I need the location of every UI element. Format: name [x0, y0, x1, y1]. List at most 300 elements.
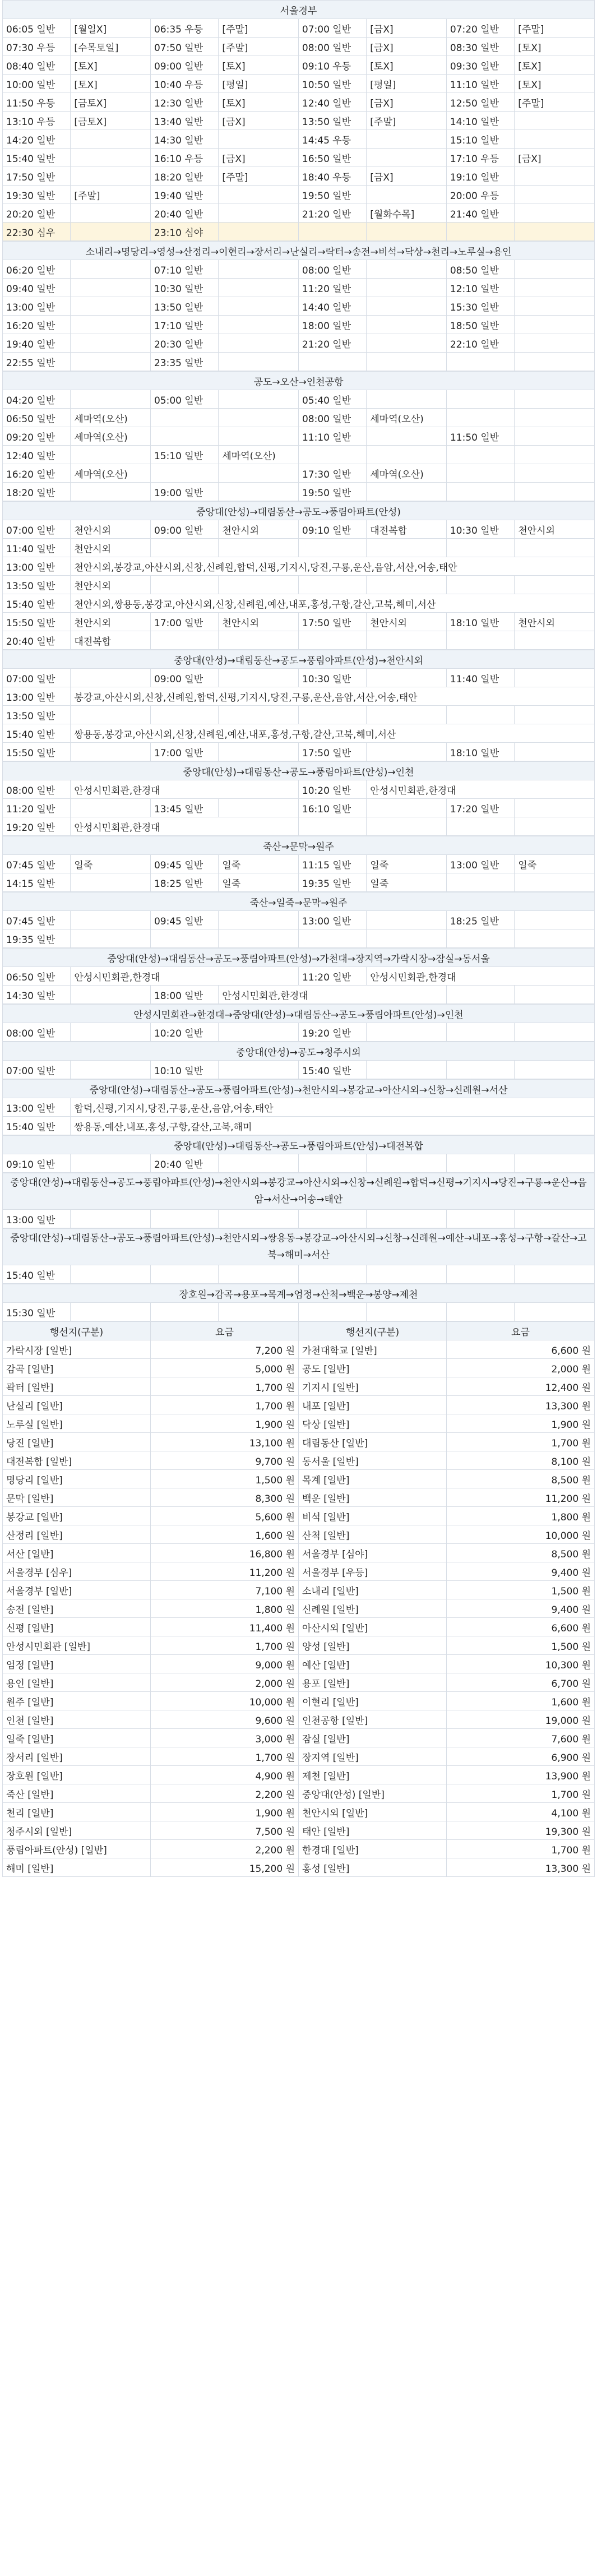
- schedule-row: [3, 483, 595, 501]
- departure-time: 09:30 일반: [446, 56, 514, 75]
- route-header-row: [3, 650, 595, 669]
- route-note: 합덕,신평,기지시,당진,구룡,운산,음암,어송,태안: [71, 1098, 595, 1117]
- route-note: 세마역(오산): [367, 409, 447, 427]
- fare-price: 9,700 원: [151, 1451, 299, 1470]
- fare-price: 1,900 원: [151, 1414, 299, 1433]
- route-note: [토X]: [515, 75, 595, 93]
- fare-destination: 장지역 [일반]: [299, 1747, 447, 1766]
- route-note: [금X]: [367, 19, 447, 38]
- fare-price: 3,000 원: [151, 1729, 299, 1747]
- fare-price: 8,500 원: [447, 1470, 595, 1488]
- fare-header-price: 요금: [447, 1322, 595, 1340]
- route-note: 쌍용동,예산,내포,홍성,구항,갈산,고북,해미: [71, 1117, 595, 1135]
- schedule-row: [3, 464, 595, 483]
- fare-destination: 대림동산 [일반]: [299, 1433, 447, 1451]
- schedule-row: [3, 706, 595, 724]
- route-note: [219, 390, 299, 409]
- route-header-row: [3, 836, 595, 855]
- schedule-row: [3, 986, 595, 1004]
- departure-time: 13:00 일반: [3, 557, 71, 576]
- route-note: [367, 1023, 447, 1042]
- route-note: [토X]: [71, 56, 151, 75]
- fare-price: 8,300 원: [151, 1488, 299, 1507]
- fare-price: 2,200 원: [151, 1840, 299, 1858]
- fare-row: [3, 1525, 595, 1544]
- departure-time: [150, 631, 218, 650]
- fare-price: 9,400 원: [447, 1599, 595, 1618]
- route-note: [367, 1154, 447, 1173]
- fare-row: [3, 1544, 595, 1562]
- schedule-table: [2, 1042, 595, 1079]
- route-note: [금X]: [367, 38, 447, 56]
- route-note: [월일X]: [71, 19, 151, 38]
- fare-destination: 원주 [일반]: [3, 1692, 151, 1710]
- route-note: [평일]: [367, 75, 447, 93]
- route-note: 천안시외: [71, 539, 151, 557]
- schedule-row: [3, 316, 595, 334]
- route-note: [219, 427, 299, 446]
- route-note: [71, 1061, 151, 1079]
- fare-row: [3, 1636, 595, 1655]
- departure-time: 23:10 심야: [150, 223, 218, 241]
- route-note: [주말]: [219, 19, 299, 38]
- schedule-row: [3, 1117, 595, 1135]
- departure-time: 09:10 일반: [3, 1154, 71, 1173]
- schedule-row: [3, 520, 595, 539]
- route-note: [금X]: [367, 93, 447, 112]
- fare-header-destination: 행선지(구분): [3, 1322, 151, 1340]
- route-note: [219, 1265, 299, 1284]
- departure-time: 08:00 일반: [298, 38, 366, 56]
- departure-time: 11:15 일반: [298, 855, 366, 873]
- departure-time: 15:40 일반: [3, 1117, 71, 1135]
- fare-row: [3, 1599, 595, 1618]
- departure-time: [298, 1154, 366, 1173]
- route-note: 천안시외: [71, 520, 151, 539]
- fare-price: 13,100 원: [151, 1433, 299, 1451]
- schedule-row: [3, 557, 595, 576]
- schedule-row: [3, 799, 595, 817]
- route-note: [219, 743, 299, 761]
- route-note: 일죽: [71, 855, 151, 873]
- departure-time: 17:00 일반: [150, 743, 218, 761]
- departure-time: 17:20 일반: [446, 799, 514, 817]
- route-header-row: [3, 372, 595, 390]
- schedule-row: [3, 1265, 595, 1284]
- fare-destination: 청주시외 [일반]: [3, 1821, 151, 1840]
- fare-destination: 용인 [일반]: [3, 1673, 151, 1692]
- route-title: 서울경부: [3, 1, 595, 19]
- fare-destination: 가천대학교 [일반]: [299, 1340, 447, 1359]
- fare-price: 6,900 원: [447, 1747, 595, 1766]
- departure-time: 09:00 일반: [150, 669, 218, 687]
- fare-price: 1,500 원: [151, 1470, 299, 1488]
- fare-price: 1,600 원: [447, 1692, 595, 1710]
- route-note: [219, 631, 299, 650]
- departure-time: 12:50 일반: [446, 93, 514, 112]
- departure-time: 20:00 우등: [446, 186, 514, 204]
- fare-destination: 곽터 [일반]: [3, 1377, 151, 1396]
- schedule-table: [2, 1284, 595, 1321]
- schedule-row: [3, 1023, 595, 1042]
- fare-row: [3, 1470, 595, 1488]
- timetable-page: [2, 0, 595, 1877]
- route-note: [515, 427, 595, 446]
- departure-time: 11:40 일반: [446, 669, 514, 687]
- route-note: [515, 539, 595, 557]
- fare-row: [3, 1414, 595, 1433]
- route-note: [71, 149, 151, 167]
- fare-price: 9,400 원: [447, 1562, 595, 1581]
- schedule-row: [3, 186, 595, 204]
- departure-time: 22:55 일반: [3, 353, 71, 371]
- fare-destination: 장호원 [일반]: [3, 1766, 151, 1784]
- fare-price: 1,700 원: [447, 1433, 595, 1451]
- route-note: [515, 130, 595, 149]
- route-note: [367, 390, 447, 409]
- fare-destination: 홍성 [일반]: [299, 1858, 447, 1877]
- departure-time: 07:30 우등: [3, 38, 71, 56]
- route-note: [월화수목]: [367, 204, 447, 223]
- fare-destination: 풍림아파트(안성) [일반]: [3, 1840, 151, 1858]
- fare-destination: 서울경부 [심야]: [299, 1544, 447, 1562]
- route-header-row: [3, 1173, 595, 1210]
- route-note: [219, 186, 299, 204]
- fare-destination: 기지시 [일반]: [299, 1377, 447, 1396]
- route-header-row: [3, 1136, 595, 1154]
- departure-time: [446, 409, 514, 427]
- route-title: 죽산→문막→원주: [3, 836, 595, 855]
- fare-destination: 감곡 [일반]: [3, 1359, 151, 1377]
- schedule-table: [2, 371, 595, 501]
- fare-row: [3, 1488, 595, 1507]
- fare-price: 1,700 원: [151, 1747, 299, 1766]
- route-note: [515, 260, 595, 279]
- route-header-row: [3, 242, 595, 260]
- schedule-row: [3, 409, 595, 427]
- route-note: [367, 130, 447, 149]
- schedule-table: [2, 1135, 595, 1173]
- departure-time: 16:50 일반: [298, 149, 366, 167]
- departure-time: 21:40 일반: [446, 204, 514, 223]
- route-note: [219, 316, 299, 334]
- departure-time: [150, 539, 218, 557]
- route-note: [515, 446, 595, 464]
- departure-time: [298, 353, 366, 371]
- departure-time: 18:20 일반: [150, 167, 218, 186]
- route-note: 세마역(오산): [367, 464, 447, 483]
- route-note: [주말]: [219, 167, 299, 186]
- fare-destination: 신례원 [일반]: [299, 1599, 447, 1618]
- departure-time: 15:10 일반: [446, 130, 514, 149]
- departure-time: 13:50 일반: [3, 706, 71, 724]
- departure-time: [446, 464, 514, 483]
- schedule-table: [2, 1173, 595, 1228]
- route-note: [367, 1303, 447, 1321]
- departure-time: 08:40 일반: [3, 56, 71, 75]
- route-note: [71, 911, 151, 929]
- departure-time: [298, 631, 366, 650]
- schedule-row: [3, 631, 595, 650]
- schedule-row: [3, 967, 595, 986]
- departure-time: [298, 817, 366, 836]
- fare-price: 16,800 원: [151, 1544, 299, 1562]
- departure-time: 21:20 일반: [298, 204, 366, 223]
- departure-time: [446, 873, 514, 892]
- schedule-row: [3, 929, 595, 948]
- route-note: [367, 149, 447, 167]
- route-note: [219, 539, 299, 557]
- fare-price: 5,000 원: [151, 1359, 299, 1377]
- departure-time: 10:10 일반: [150, 1061, 218, 1079]
- route-note: [367, 316, 447, 334]
- departure-time: 10:50 일반: [298, 75, 366, 93]
- schedule-table: [2, 650, 595, 761]
- route-title: 중앙대(안성)→대림동산→공도→풍림아파트(안성)→천안시외→봉강교→아산시외→신창→신례원→합덕→신평→기지시→당진→구룡→운산→음암→서산→어송→태안: [3, 1173, 595, 1210]
- fare-row: [3, 1821, 595, 1840]
- route-note: [평일]: [219, 75, 299, 93]
- departure-time: 08:00 일반: [298, 409, 366, 427]
- route-note: [71, 316, 151, 334]
- departure-time: 11:50 일반: [446, 427, 514, 446]
- schedule-row: [3, 334, 595, 353]
- route-note: [367, 817, 447, 836]
- route-note: [71, 390, 151, 409]
- schedule-row: [3, 743, 595, 761]
- route-title: 중앙대(안성)→대림동산→공도→풍림아파트(안성)→인천: [3, 762, 595, 780]
- route-note: 일죽: [219, 855, 299, 873]
- fare-price: 11,400 원: [151, 1618, 299, 1636]
- departure-time: [446, 446, 514, 464]
- route-note: [367, 706, 447, 724]
- departure-time: [150, 929, 218, 948]
- fare-price: 7,200 원: [151, 1340, 299, 1359]
- route-note: 일죽: [367, 873, 447, 892]
- fare-row: [3, 1766, 595, 1784]
- fare-price: 2,200 원: [151, 1784, 299, 1803]
- route-note: [367, 929, 447, 948]
- fare-row: [3, 1784, 595, 1803]
- departure-time: [298, 576, 366, 594]
- fare-destination: 아산시외 [일반]: [299, 1618, 447, 1636]
- departure-time: [446, 1210, 514, 1228]
- departure-time: 18:50 일반: [446, 316, 514, 334]
- fare-price: 4,900 원: [151, 1766, 299, 1784]
- fare-destination: 비석 [일반]: [299, 1507, 447, 1525]
- route-note: [주말]: [71, 186, 151, 204]
- route-note: [금토X]: [71, 93, 151, 112]
- route-note: 천안시외: [71, 613, 151, 631]
- departure-time: [150, 1265, 218, 1284]
- schedule-table: [2, 761, 595, 836]
- route-note: [71, 167, 151, 186]
- fare-price: 1,600 원: [151, 1525, 299, 1544]
- departure-time: 16:10 일반: [298, 799, 366, 817]
- route-note: [71, 1154, 151, 1173]
- fare-destination: 대전복합 [일반]: [3, 1451, 151, 1470]
- departure-time: 11:10 일반: [446, 75, 514, 93]
- departure-time: [150, 464, 218, 483]
- fare-destination: 닥상 [일반]: [299, 1414, 447, 1433]
- route-note: [주말]: [219, 38, 299, 56]
- fare-header-price: 요금: [151, 1322, 299, 1340]
- fare-price: 10,000 원: [447, 1525, 595, 1544]
- schedule-row: [3, 780, 595, 799]
- departure-time: 14:15 일반: [3, 873, 71, 892]
- schedule-table: [2, 892, 595, 948]
- route-note: 안성시민회관,한경대: [71, 817, 299, 836]
- departure-time: 07:45 일반: [3, 911, 71, 929]
- fare-row: [3, 1673, 595, 1692]
- route-note: [367, 911, 447, 929]
- schedule-row: [3, 724, 595, 743]
- route-note: [71, 706, 151, 724]
- route-note: [515, 112, 595, 130]
- departure-time: [150, 576, 218, 594]
- departure-time: 18:10 일반: [446, 613, 514, 631]
- departure-time: 20:40 일반: [150, 1154, 218, 1173]
- route-note: [금X]: [515, 149, 595, 167]
- departure-time: 15:40 일반: [3, 594, 71, 613]
- route-note: [219, 929, 299, 948]
- schedule-table: [2, 241, 595, 371]
- departure-time: 19:10 일반: [446, 167, 514, 186]
- route-note: [515, 353, 595, 371]
- route-header-row: [3, 1, 595, 19]
- schedule-row: [3, 390, 595, 409]
- route-note: [71, 297, 151, 316]
- departure-time: 15:50 일반: [3, 613, 71, 631]
- route-note: [367, 353, 447, 371]
- fare-row: [3, 1433, 595, 1451]
- route-note: 천안시외,쌍용동,봉강교,아산시외,신창,신례원,예산,내포,홍성,구항,갈산,고북,해미,서산: [71, 594, 595, 613]
- fare-price: 6,700 원: [447, 1673, 595, 1692]
- fare-destination: 양성 [일반]: [299, 1636, 447, 1655]
- fare-price: 1,700 원: [447, 1784, 595, 1803]
- fare-price: 1,500 원: [447, 1581, 595, 1599]
- route-note: [515, 817, 595, 836]
- departure-time: 06:35 우등: [150, 19, 218, 38]
- departure-time: 14:20 일반: [3, 130, 71, 149]
- route-title: 중앙대(안성)→대림동산→공도→풍림아파트(안성)→천안시외→봉강교→아산시외→신창→신례원→서산: [3, 1080, 595, 1098]
- departure-time: 07:00 일반: [3, 669, 71, 687]
- route-note: [515, 167, 595, 186]
- route-note: 안성시민회관,한경대: [367, 967, 595, 986]
- fare-price: 19,300 원: [447, 1821, 595, 1840]
- route-note: [515, 279, 595, 297]
- departure-time: 12:30 일반: [150, 93, 218, 112]
- route-header-row: [3, 1080, 595, 1098]
- departure-time: 15:40 일반: [3, 724, 71, 743]
- departure-time: 18:40 우등: [298, 167, 366, 186]
- route-note: [515, 1265, 595, 1284]
- schedule-row: [3, 149, 595, 167]
- departure-time: 07:50 일반: [150, 38, 218, 56]
- fare-destination: 이현리 [일반]: [299, 1692, 447, 1710]
- route-note: 대전복합: [71, 631, 151, 650]
- departure-time: 09:10 우등: [298, 56, 366, 75]
- route-note: [219, 464, 299, 483]
- route-note: 세마역(오산): [71, 464, 151, 483]
- fare-destination: 죽산 [일반]: [3, 1784, 151, 1803]
- departure-time: 07:20 일반: [446, 19, 514, 38]
- departure-time: 18:25 일반: [150, 873, 218, 892]
- schedule-row: [3, 669, 595, 687]
- route-note: [515, 873, 595, 892]
- schedule-row: [3, 56, 595, 75]
- fare-destination: 잠실 [일반]: [299, 1729, 447, 1747]
- fare-destination: 산정리 [일반]: [3, 1525, 151, 1544]
- schedule-row: [3, 1210, 595, 1228]
- departure-time: [446, 576, 514, 594]
- route-note: [71, 1023, 151, 1042]
- route-note: [219, 1154, 299, 1173]
- route-title: 중앙대(안성)→대림동산→공도→풍림아파트(안성)→대전복합: [3, 1136, 595, 1154]
- departure-time: 15:10 일반: [150, 446, 218, 464]
- departure-time: 19:40 일반: [150, 186, 218, 204]
- fare-destination: 명당리 [일반]: [3, 1470, 151, 1488]
- schedule-row: [3, 279, 595, 297]
- departure-time: 14:30 일반: [3, 986, 71, 1004]
- route-note: [515, 706, 595, 724]
- fare-destination: 가락시장 [일반]: [3, 1340, 151, 1359]
- departure-time: 09:40 일반: [3, 279, 71, 297]
- fare-price: 1,500 원: [447, 1636, 595, 1655]
- fare-destination: 신평 [일반]: [3, 1618, 151, 1636]
- fare-destination: 일죽 [일반]: [3, 1729, 151, 1747]
- route-header-row: [3, 949, 595, 967]
- departure-time: [446, 1154, 514, 1173]
- route-note: [금X]: [219, 149, 299, 167]
- route-note: 천안시외: [515, 520, 595, 539]
- route-note: [367, 1061, 447, 1079]
- route-note: [515, 186, 595, 204]
- route-note: [367, 446, 447, 464]
- schedule-row: [3, 19, 595, 38]
- route-note: [219, 353, 299, 371]
- route-note: [515, 390, 595, 409]
- departure-time: 06:05 일반: [3, 19, 71, 38]
- route-note: [71, 483, 151, 501]
- departure-time: 16:20 일반: [3, 316, 71, 334]
- departure-time: 13:00 일반: [3, 687, 71, 706]
- departure-time: 10:30 일반: [446, 520, 514, 539]
- fare-row: [3, 1618, 595, 1636]
- departure-time: 09:00 일반: [150, 520, 218, 539]
- route-title: 중앙대(안성)→공도→청주시외: [3, 1042, 595, 1061]
- departure-time: 13:00 일반: [446, 855, 514, 873]
- fare-price: 2,000 원: [447, 1359, 595, 1377]
- schedule-row: [3, 613, 595, 631]
- schedule-row: [3, 204, 595, 223]
- fare-destination: 제천 [일반]: [299, 1766, 447, 1784]
- route-note: [515, 631, 595, 650]
- fare-destination: 송전 [일반]: [3, 1599, 151, 1618]
- departure-time: 07:00 일반: [3, 520, 71, 539]
- fare-row: [3, 1729, 595, 1747]
- route-note: 천안시외: [515, 613, 595, 631]
- departure-time: 07:45 일반: [3, 855, 71, 873]
- fare-destination: 동서울 [일반]: [299, 1451, 447, 1470]
- route-note: [토X]: [515, 56, 595, 75]
- fare-price: 7,100 원: [151, 1581, 299, 1599]
- departure-time: 07:00 일반: [298, 19, 366, 38]
- fare-price: 7,600 원: [447, 1729, 595, 1747]
- departure-time: 19:50 일반: [298, 186, 366, 204]
- departure-time: 15:40 일반: [3, 1265, 71, 1284]
- departure-time: 18:00 일반: [150, 986, 218, 1004]
- route-note: 일죽: [515, 855, 595, 873]
